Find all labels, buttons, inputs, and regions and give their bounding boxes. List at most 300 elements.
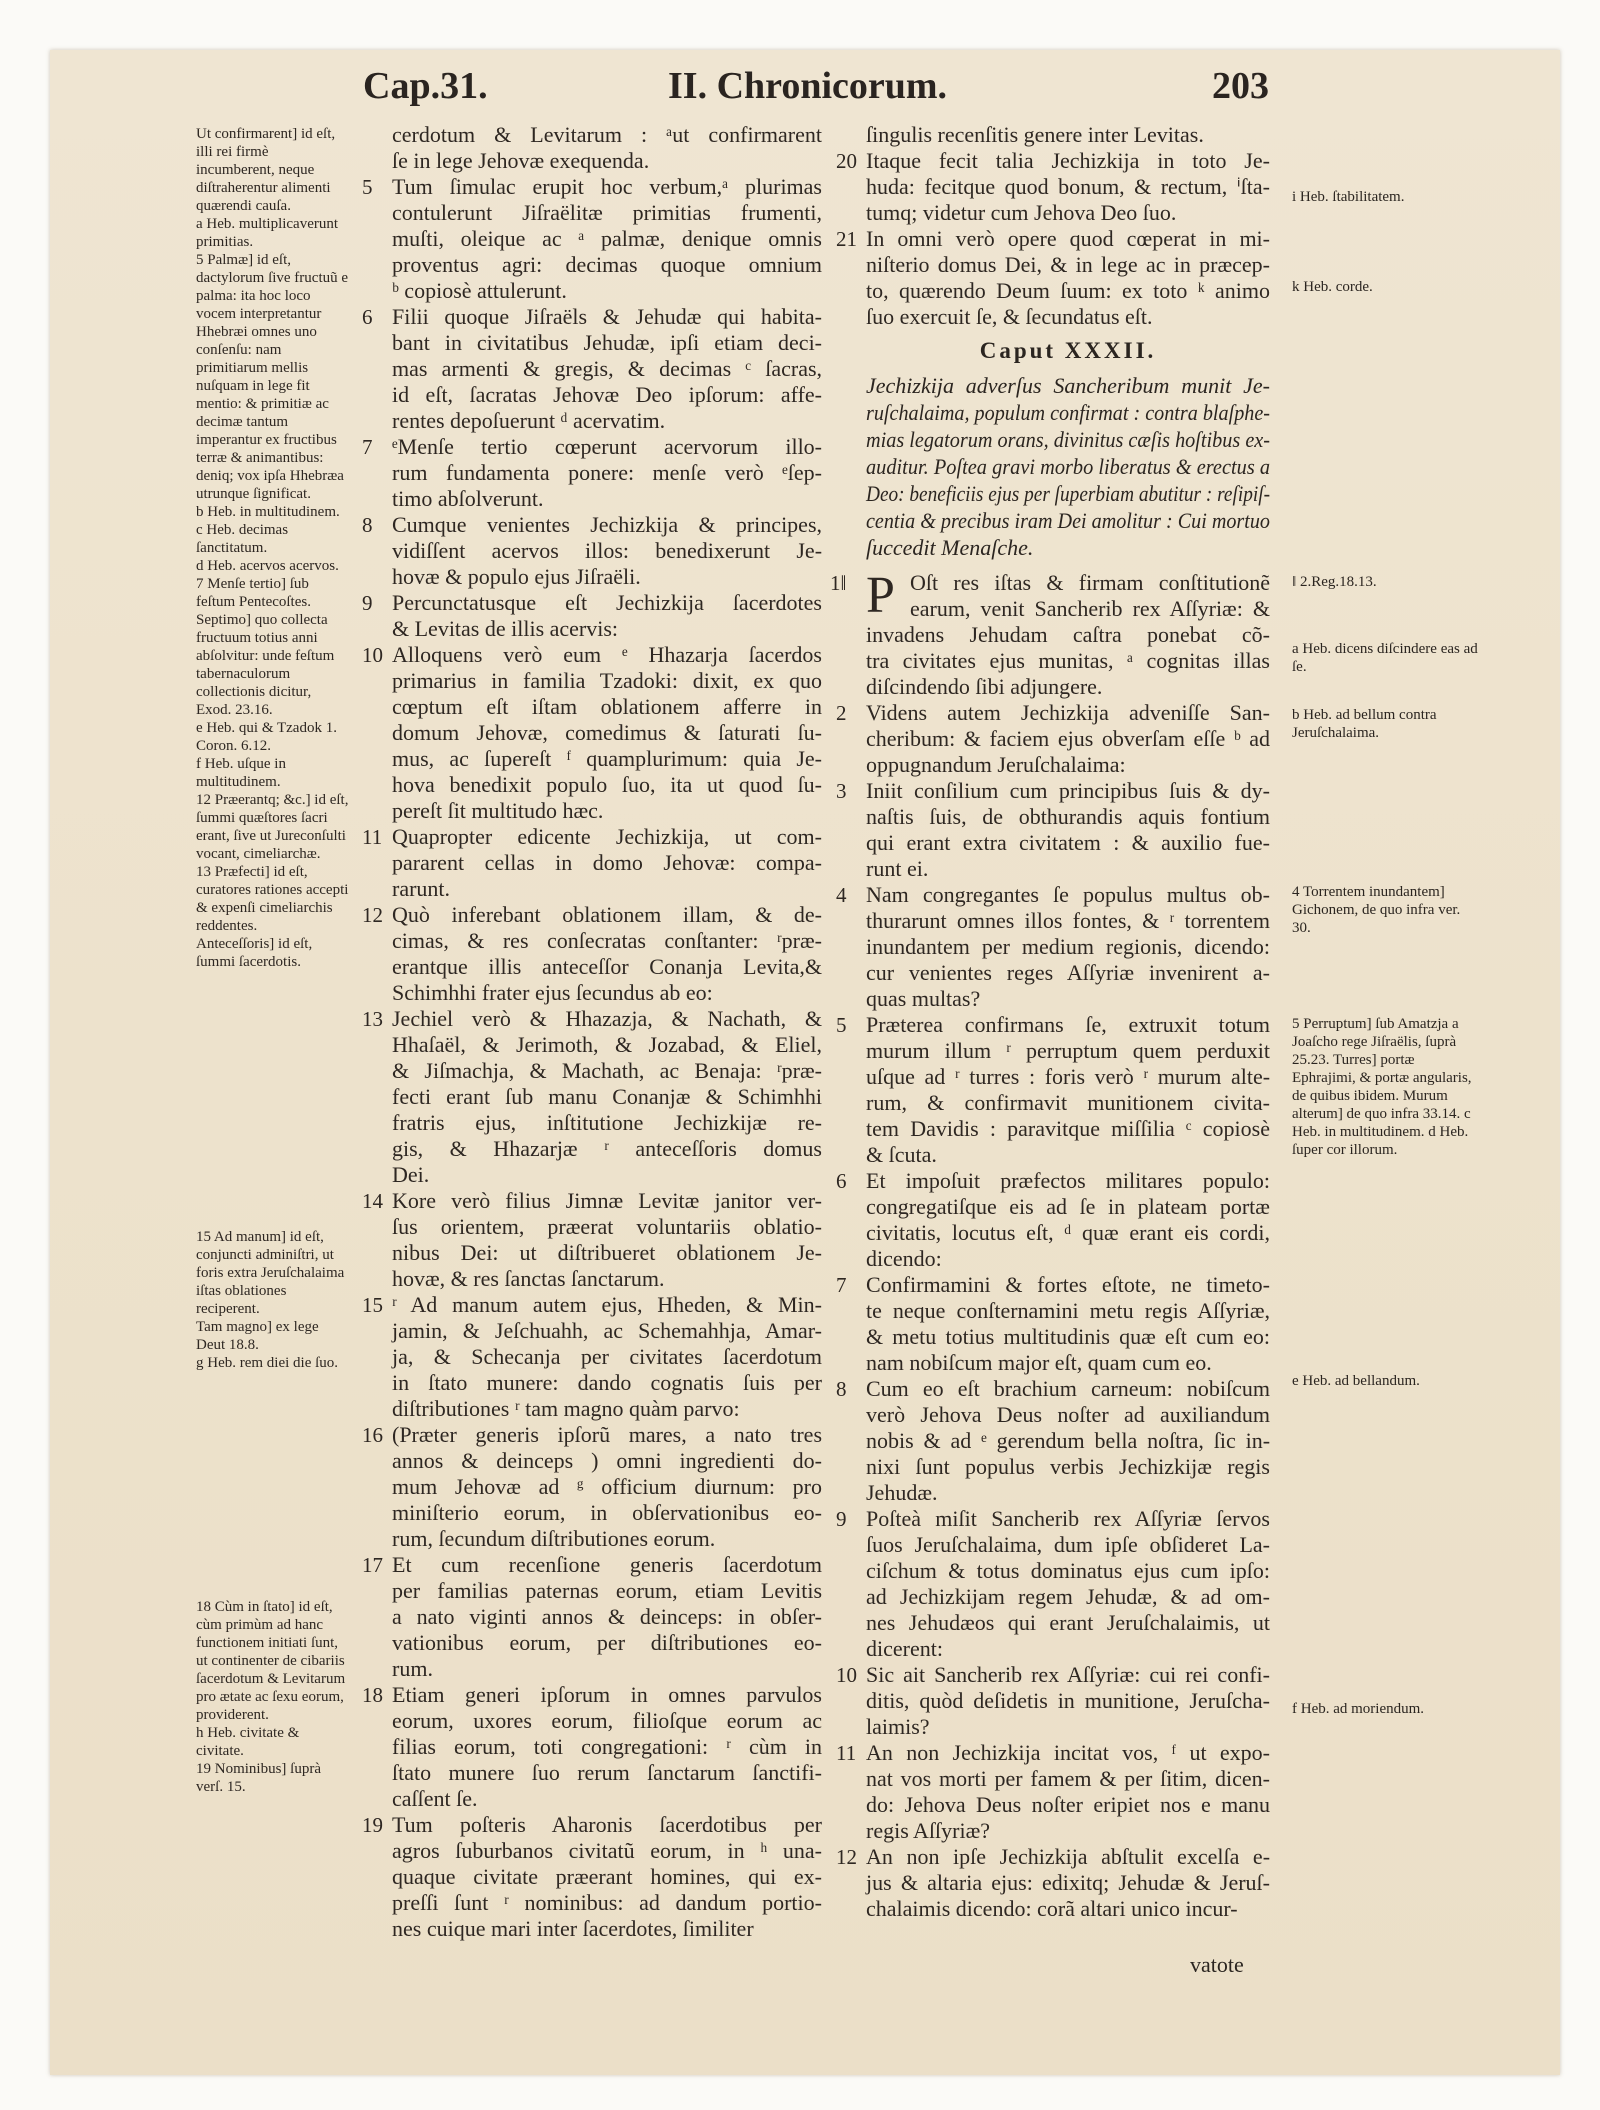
line-text: rentes depoſuerunt ᵈ acervatim. bbox=[392, 408, 666, 433]
summary-line-text: auditur. Poſtea gravi morbo liberatus & erectus a bbox=[866, 454, 1271, 479]
line-text: nam nobiſcum major eſt, quam cum eo. bbox=[866, 1350, 1212, 1375]
line-text: Iniit conſilium cum principibus ſuis & dy- bbox=[866, 778, 1271, 803]
line-text: laimis? bbox=[866, 1714, 930, 1739]
verse-number: 17 bbox=[362, 1553, 383, 1577]
text-line bbox=[866, 1896, 1270, 1922]
line-text: ſuo exercuit ſe, & ſecundatus eſt. bbox=[866, 304, 1153, 329]
text-line bbox=[836, 1272, 1270, 1298]
line-text: cheribum: & faciem ejus obverſam eſſe ᵇ ad bbox=[866, 726, 1270, 751]
text-line bbox=[362, 1422, 823, 1448]
text-line bbox=[362, 1682, 822, 1708]
summary-line bbox=[866, 426, 1270, 453]
line-text: ad Jechizkijam regem Jehudæ, & ad om- bbox=[866, 1584, 1270, 1609]
line-text: nes cuique mari inter ſacerdotes, ſimiliter bbox=[392, 1916, 754, 1941]
text-line bbox=[866, 1402, 1270, 1428]
text-line bbox=[392, 1708, 822, 1734]
text-line bbox=[392, 460, 822, 486]
line-text: cœptum eſt iſtam oblationem afferre in bbox=[392, 694, 822, 719]
line-text: mas armenti & gregis, & decimas ᶜ ſacras, bbox=[392, 356, 823, 381]
text-line bbox=[362, 434, 823, 460]
summary-line bbox=[866, 372, 1270, 399]
text-line bbox=[392, 850, 822, 876]
margin-note-right: a Heb. dicens diſcindere eas ad ſe. bbox=[1292, 641, 1478, 675]
text-line bbox=[392, 1578, 822, 1604]
text-line bbox=[392, 616, 822, 642]
text-line bbox=[836, 700, 1270, 726]
line-text: Sic ait Sancherib rex Aſſyriæ: cui rei confi- bbox=[866, 1662, 1270, 1687]
line-text: dicerent: bbox=[866, 1636, 943, 1661]
text-line bbox=[392, 1240, 822, 1266]
text-line bbox=[392, 1370, 822, 1396]
text-line bbox=[392, 1604, 822, 1630]
line-text: Dei. bbox=[392, 1162, 430, 1187]
line-text: a nato viginti annos & deinceps: in obſer- bbox=[392, 1604, 822, 1629]
line-text: diſtributiones ʳ tam magno quàm parvo: bbox=[392, 1396, 740, 1421]
text-line bbox=[392, 1058, 822, 1084]
line-text: Tum poſteris Aharonis ſacerdotibus per bbox=[392, 1812, 822, 1837]
text-line bbox=[362, 1188, 822, 1214]
line-text: jus & altaria ejus: edixitq; Jehudæ & Jeruſ- bbox=[866, 1870, 1270, 1895]
margin-note: Tam magno] ex lege Deut 18.8. bbox=[196, 1319, 319, 1353]
margin-notes-left-3 bbox=[196, 1598, 350, 1796]
verse-number: 11 bbox=[362, 825, 383, 849]
text-line bbox=[866, 1610, 1270, 1636]
line-text: congregatiſque eis ad ſe in plateam portæ bbox=[866, 1194, 1270, 1219]
line-text: preſſi ſunt ʳ nominibus: ad dandum portio- bbox=[392, 1890, 822, 1915]
line-text: civitatis, locutus eſt, ᵈ quæ erant eis cordi, bbox=[866, 1220, 1270, 1245]
line-text: proventus agri: decimas quoque omnium bbox=[392, 252, 822, 277]
verse-number: 7 bbox=[362, 435, 373, 459]
line-text: uſque ad ʳ turres : foris verò ʳ murum alte- bbox=[866, 1064, 1271, 1089]
text-line bbox=[836, 226, 1270, 252]
line-text: diſcindendo ſibi adjungere. bbox=[866, 674, 1103, 699]
line-text: Poſteà miſit Sancherib rex Aſſyriæ ſervos bbox=[866, 1506, 1270, 1531]
margin-note: c Heb. decimas ſanctitatum. bbox=[196, 522, 289, 556]
text-line bbox=[866, 1480, 1270, 1506]
text-line bbox=[392, 1864, 822, 1890]
summary-line-text: mias legatorum orans, divinitus cæſis hoſtibus ex- bbox=[866, 427, 1271, 452]
text-line bbox=[392, 252, 822, 278]
verse-number: 5 bbox=[362, 175, 373, 199]
margin-note: h Heb. civitate & civitate. bbox=[196, 1725, 300, 1759]
line-text: & Jiſmachja, & Machath, ac Benaja: ʳpræ- bbox=[392, 1058, 823, 1083]
line-text: rarunt. bbox=[392, 876, 451, 901]
line-text: Cum eo eſt brachium carneum: nobiſcum bbox=[866, 1376, 1270, 1401]
summary-line-text: Jechizkija adverſus Sancheribum munit Je- bbox=[866, 373, 1270, 398]
text-line bbox=[392, 980, 822, 1006]
line-text: ciſchum & totus dominatus ejus cum ipſo: bbox=[866, 1558, 1271, 1583]
text-line bbox=[392, 928, 822, 954]
verse-number: 15 bbox=[362, 1293, 383, 1317]
line-text: regis Aſſyriæ? bbox=[866, 1818, 991, 1843]
text-line bbox=[392, 798, 822, 824]
text-line bbox=[866, 596, 1270, 622]
line-text: rum, ſecundum diſtributiones eorum. bbox=[392, 1526, 716, 1551]
text-line bbox=[392, 1162, 822, 1188]
text-line bbox=[392, 772, 822, 798]
line-text: to, quærendo Deum ſuum: ex toto ᵏ animo bbox=[866, 278, 1270, 303]
text-line bbox=[392, 1734, 822, 1760]
line-text: Filii quoque Jiſraëls & Jehudæ qui habita- bbox=[392, 304, 822, 329]
text-line bbox=[836, 1844, 1271, 1870]
line-text: in ſtato munere: dando cognatis ſuis per bbox=[392, 1370, 822, 1395]
line-text: Confirmamini & fortes eſtote, ne timeto- bbox=[866, 1272, 1270, 1297]
line-text: primarius in familia Tzadoki: dixit, ex quo bbox=[392, 668, 822, 693]
line-text: ſuos Jeruſchalaima, dum ipſe obſideret La- bbox=[866, 1532, 1271, 1557]
text-line bbox=[392, 694, 822, 720]
text-line bbox=[362, 824, 822, 850]
verse-number: 5 bbox=[836, 1013, 847, 1037]
text-line bbox=[362, 1552, 823, 1578]
line-text: Alloquens verò eum ᵉ Hhazarja ſacerdos bbox=[392, 642, 822, 667]
text-line bbox=[392, 1136, 822, 1162]
line-text: (Præter generis ipſorũ mares, a nato tres bbox=[392, 1422, 823, 1447]
line-text: rum fundamenta ponere: menſe verò ᵉſep- bbox=[392, 460, 822, 485]
line-text: cimas, & res conſecratas conſtanter: ʳpræ- bbox=[392, 928, 822, 953]
text-line bbox=[392, 1526, 822, 1552]
verse-number: 19 bbox=[362, 1813, 383, 1837]
text-line bbox=[866, 622, 1270, 648]
line-text: thurarunt omnes illos fontes, & ʳ torrentem bbox=[866, 908, 1270, 933]
text-line bbox=[836, 1506, 1270, 1532]
text-line bbox=[362, 512, 823, 538]
text-line bbox=[866, 1038, 1270, 1064]
line-text: eorum, uxores eorum, filioſque eorum ac bbox=[392, 1708, 822, 1733]
text-line bbox=[392, 278, 822, 304]
text-line bbox=[836, 1662, 1270, 1688]
line-text: pereſt ſit multitudo hæc. bbox=[392, 798, 604, 823]
text-line bbox=[362, 1812, 822, 1838]
line-text: Tum ſimulac erupit hoc verbum,ᵃ plurimas bbox=[392, 174, 822, 199]
main-column-left bbox=[362, 122, 823, 1942]
text-line bbox=[392, 1916, 822, 1942]
margin-note-right: 4 Torrentem inundantem] Gichonem, de quo infra ver. 30. bbox=[1292, 884, 1461, 936]
margin-note: 7 Menſe tertio] ſub feſtum Pentecoſtes. Septimo] quo collecta fructuum totius anni abſolvitur: unde feſtum tabernaculorum collectionis dicitur, Exod. 23.16. bbox=[196, 576, 335, 718]
text-line bbox=[392, 1110, 822, 1136]
verse-number: 1‖ bbox=[830, 571, 847, 595]
line-text: fratris ejus, inſtitutione Jechizkijæ re- bbox=[392, 1110, 822, 1135]
text-line bbox=[866, 648, 1270, 674]
running-head-chapter: Cap.31. bbox=[363, 65, 488, 107]
text-line bbox=[866, 960, 1270, 986]
text-line bbox=[866, 1558, 1270, 1584]
verse-number: 10 bbox=[362, 643, 383, 667]
text-line bbox=[392, 382, 822, 408]
line-text: nibus Dei: ut diſtribueret oblationem Je- bbox=[392, 1240, 822, 1265]
line-text: invadens Jehudam caſtra ponebat cõ- bbox=[866, 622, 1270, 647]
summary-line bbox=[866, 453, 1270, 480]
margin-note: 5 Palmæ] id eſt, dactylorum ſive fructuũ e palma: ita hoc loco vocem interpretantur Hhebræi omnes uno conſenſu: nam primitiarum mellis nuſquam in lege fit mentio: & primitiæ ac decimæ tantum imperantur ex fructibus terræ & animantibus: deniq; vox ipſa Hhebræa utrunque ſignificat. bbox=[196, 252, 349, 502]
line-text: filias eorum, toti congregationi: ʳ cùm in bbox=[392, 1734, 822, 1759]
verse-number: 9 bbox=[362, 591, 373, 615]
main-column-right-bottom bbox=[830, 567, 1271, 1922]
line-text: ʳ Ad manum autem ejus, Hheden, & Min- bbox=[392, 1292, 822, 1317]
verse-number: 8 bbox=[836, 1377, 847, 1401]
line-text: Itaque fecit talia Jechizkija in toto Je- bbox=[866, 148, 1270, 173]
text-line bbox=[392, 1396, 822, 1422]
margin-note: Anteceſſoris] id eſt, ſummi ſacerdotis. bbox=[196, 936, 313, 970]
line-text: jamin, & Jeſchuahh, ac Schemahhja, Amar- bbox=[392, 1318, 822, 1343]
verse-number: 16 bbox=[362, 1423, 383, 1447]
summary-line bbox=[866, 480, 1270, 507]
text-line bbox=[866, 1792, 1270, 1818]
verse-number: 20 bbox=[836, 149, 857, 173]
text-line bbox=[866, 986, 1270, 1012]
text-line bbox=[362, 590, 822, 616]
line-text: niſterio domus Dei, & in lege ac in præcep- bbox=[866, 252, 1271, 277]
line-text: te neque conſternamini metu regis Aſſyriæ, bbox=[866, 1298, 1271, 1323]
text-line bbox=[362, 1006, 823, 1032]
text-line bbox=[866, 278, 1270, 304]
line-text: rum. bbox=[392, 1656, 433, 1681]
text-line bbox=[392, 538, 822, 564]
line-text: ſe in lege Jehovæ exequenda. bbox=[392, 148, 650, 173]
chapter-heading: Caput XXXII. bbox=[979, 338, 1157, 363]
margin-note-right: i Heb. ſtabilitatem. bbox=[1292, 189, 1405, 205]
text-line bbox=[866, 1766, 1270, 1792]
line-text: In omni verò opere quod cœperat in mi- bbox=[866, 226, 1270, 251]
line-text: naſtis ſuis, de obthurandis aquis fontium bbox=[866, 804, 1270, 829]
text-line bbox=[866, 200, 1270, 226]
text-line bbox=[866, 1818, 1270, 1844]
line-text: miniſterio eorum, in obſervationibus eo- bbox=[392, 1500, 822, 1525]
text-line bbox=[866, 1194, 1270, 1220]
line-text: hova benedixit populo ſuo, ita ut quod ſu- bbox=[392, 772, 823, 797]
text-line bbox=[866, 1298, 1270, 1324]
line-text: chalaimis dicendo: corã altari unico incur- bbox=[866, 1896, 1238, 1921]
margin-note-right: ‖ 2.Reg.18.13. bbox=[1292, 574, 1377, 590]
text-line bbox=[392, 486, 822, 512]
verse-number: 6 bbox=[836, 1169, 847, 1193]
text-line bbox=[866, 1064, 1270, 1090]
line-text: An non Jechizkija incitat vos, ᶠ ut expo- bbox=[866, 1740, 1270, 1765]
margin-note-right: f Heb. ad moriendum. bbox=[1292, 1701, 1425, 1717]
line-text: rum, & confirmavit munitionem civita- bbox=[866, 1090, 1271, 1115]
text-line bbox=[392, 1656, 822, 1682]
line-text: quaque civitate præerant homines, qui ex- bbox=[392, 1864, 822, 1889]
summary-line-text: Deo: beneficiis ejus per ſuperbiam abutitur : reſipiſ- bbox=[866, 481, 1270, 506]
line-text: muſti, oleique ac ᵃ palmæ, denique omnis bbox=[392, 226, 822, 251]
verse-number: 2 bbox=[836, 701, 847, 725]
summary-line-text: centia & precibus iram Dei amolitur : Cui mortuo bbox=[866, 508, 1270, 533]
margin-note: e Heb. qui & Tzadok 1. Coron. 6.12. bbox=[196, 720, 337, 754]
text-line bbox=[392, 746, 822, 772]
text-line bbox=[392, 1214, 822, 1240]
margin-note-right: b Heb. ad bellum contra Jeruſchalaima. bbox=[1292, 707, 1437, 741]
line-text: Hhaſaël, & Jerimoth, & Jozabad, & Eliel, bbox=[392, 1032, 823, 1057]
text-line bbox=[392, 1838, 822, 1864]
line-text: nat vos morti per famem & per ſitim, dicen- bbox=[866, 1766, 1270, 1791]
line-text: ᵇ copiosè attulerunt. bbox=[392, 278, 567, 303]
margin-note: 19 Nominibus] ſuprà verſ. 15. bbox=[196, 1761, 321, 1795]
text-line bbox=[362, 902, 823, 928]
line-text: & Levitas de illis acervis: bbox=[392, 616, 619, 641]
text-line bbox=[866, 1714, 1270, 1740]
margin-note: 18 Cùm in ſtato] id eſt, cùm primùm ad hanc functionem initiati ſunt, ut continenter de cibariis ſacerdotum & Levitarum pro ætate ac ſexu eorum, providerent. bbox=[196, 1599, 346, 1723]
text-line bbox=[392, 408, 822, 434]
line-text: cur venientes reges Aſſyriæ invenirent a- bbox=[866, 960, 1270, 985]
text-line bbox=[392, 122, 822, 148]
line-text: vidiſſent acervos illos: benedixerunt Je- bbox=[392, 538, 823, 563]
text-line bbox=[866, 674, 1270, 700]
line-text: Quapropter edicente Jechizkija, ut com- bbox=[392, 824, 822, 849]
text-line bbox=[362, 174, 822, 200]
verse-number: 7 bbox=[836, 1273, 847, 1297]
text-line bbox=[392, 356, 822, 382]
verse-number: 11 bbox=[836, 1741, 857, 1765]
verse-number: 12 bbox=[362, 903, 383, 927]
line-text: Et cum recenſione generis ſacerdotum bbox=[392, 1552, 823, 1577]
margin-note: 13 Præfecti] id eſt, curatores rationes accepti & expenſi cimeliarchis reddentes. bbox=[196, 864, 349, 934]
margin-note: d Heb. acervos acervos. bbox=[196, 558, 339, 574]
verse-number: 13 bbox=[362, 1007, 383, 1031]
text-line bbox=[362, 1292, 822, 1318]
text-line bbox=[836, 1168, 1271, 1194]
line-text: agros ſuburbanos civitatũ eorum, in ʰ una- bbox=[392, 1838, 822, 1863]
margin-note: 12 Præerantq; &c.] id eſt, ſummi quæſtores ſacri erant, ſive ut Jureconſulti vocant, cimeliarchæ. bbox=[196, 792, 349, 862]
line-text: pararent cellas in domo Jehovæ: compa- bbox=[392, 850, 822, 875]
text-line bbox=[392, 1266, 822, 1292]
margin-note: Ut confirmarent] id eſt, illi rei firmè incumberent, neque diſtraherentur alimenti quærendi cauſa. bbox=[196, 126, 336, 214]
line-text: Oſt res iſtas & firmam conſtitutionẽ bbox=[910, 570, 1270, 595]
page-number: 203 bbox=[1212, 65, 1269, 107]
text-line bbox=[392, 668, 822, 694]
line-text: tem Davidis : paravitque miſſilia ᶜ copiosè bbox=[866, 1116, 1270, 1141]
line-text: tra civitates ejus munitas, ᵃ cognitas illas bbox=[866, 648, 1270, 673]
verse-number: 8 bbox=[362, 513, 373, 537]
line-text: verò Jehova Deus noſter ad auxiliandum bbox=[866, 1402, 1271, 1427]
line-text: ſus orientem, præerat voluntariis oblatio- bbox=[392, 1214, 822, 1239]
summary-line-text: ſuccedit Menaſche. bbox=[866, 535, 1034, 560]
text-line bbox=[866, 174, 1270, 200]
text-line bbox=[866, 804, 1270, 830]
line-text: Et impoſuit præfectos militares populo: bbox=[866, 1168, 1271, 1193]
drop-cap: P bbox=[866, 567, 895, 624]
line-text: domum Jehovæ, comedimus & ſaturati ſu- bbox=[392, 720, 823, 745]
text-line bbox=[866, 1532, 1270, 1558]
text-line bbox=[392, 1890, 822, 1916]
text-line bbox=[866, 856, 1270, 882]
margin-note-right: 5 Perruptum] ſub Amatzja a Joaſcho rege Jiſraëlis, ſuprà 25.23. Turres] portæ Ephrajimi, & portæ angularis, de quibus ibidem. Murum alterum] de quo infra 33.14. c Heb. in multitudinem. d Heb. ſuper cor illorum. bbox=[1292, 1016, 1472, 1158]
text-line bbox=[836, 778, 1271, 804]
line-text: Nam congregantes ſe populus multus ob- bbox=[866, 882, 1270, 907]
line-text: Jehudæ. bbox=[866, 1480, 938, 1505]
line-text: hovæ & populo ejus Jiſraëli. bbox=[392, 564, 641, 589]
line-text: nixi ſunt populus verbis Jechizkijæ regis bbox=[866, 1454, 1270, 1479]
text-line bbox=[392, 876, 822, 902]
text-line bbox=[392, 1786, 822, 1812]
summary-line bbox=[866, 534, 1270, 561]
text-line bbox=[866, 1246, 1270, 1272]
line-text: per familias paternas eorum, etiam Levitis bbox=[392, 1578, 823, 1603]
line-text: oppugnandum Jeruſchalaima: bbox=[866, 752, 1126, 777]
text-line bbox=[362, 304, 822, 330]
text-line bbox=[392, 148, 822, 174]
margin-note: f Heb. uſque in multitudinem. bbox=[196, 756, 286, 790]
text-line bbox=[866, 1220, 1270, 1246]
text-line bbox=[866, 908, 1270, 934]
verse-number: 21 bbox=[836, 227, 857, 251]
text-line bbox=[392, 226, 822, 252]
text-line bbox=[866, 726, 1270, 752]
line-text: Præterea confirmans ſe, extruxit totum bbox=[866, 1012, 1270, 1037]
line-text: murum illum ʳ perruptum quem perduxit bbox=[866, 1038, 1270, 1063]
line-text: nobis & ad ᵉ gerendum bella noſtra, ſic in- bbox=[866, 1428, 1271, 1453]
margin-note-right: k Heb. corde. bbox=[1292, 279, 1373, 295]
verse-number: 6 bbox=[362, 305, 373, 329]
text-line bbox=[392, 1318, 822, 1344]
text-line bbox=[392, 1760, 822, 1786]
line-text: qui erant extra civitatem : & auxilio fue- bbox=[866, 830, 1270, 855]
summary-line-text: ruſchalaima, populum confirmat : contra blaſphe- bbox=[866, 400, 1270, 425]
line-text: tumq; videtur cum Jehova Deo ſuo. bbox=[866, 200, 1177, 225]
verse-number: 18 bbox=[362, 1683, 383, 1707]
line-text: mum Jehovæ ad ᵍ officium diurnum: pro bbox=[392, 1474, 822, 1499]
line-text: vationibus eorum, per diſtributiones eo- bbox=[392, 1630, 822, 1655]
line-text: Videns autem Jechizkija adveniſſe San- bbox=[866, 700, 1270, 725]
line-text: gis, & Hhazarjæ ʳ anteceſſoris domus bbox=[392, 1136, 822, 1161]
verse-number: 10 bbox=[836, 1663, 857, 1687]
text-line bbox=[392, 200, 822, 226]
text-line bbox=[866, 1142, 1270, 1168]
text-line bbox=[866, 1636, 1270, 1662]
text-line bbox=[392, 1084, 822, 1110]
line-text: runt ei. bbox=[866, 856, 929, 881]
text-line bbox=[392, 1032, 822, 1058]
text-line bbox=[866, 252, 1270, 278]
line-text: Jechiel verò & Hhazazja, & Nachath, & bbox=[392, 1006, 823, 1031]
text-line bbox=[866, 934, 1270, 960]
line-text: erantque illis anteceſſor Conanja Levita,& bbox=[392, 954, 822, 979]
text-line bbox=[866, 1688, 1270, 1714]
text-line bbox=[866, 1428, 1270, 1454]
line-text: id eſt, ſacratas Jehovæ Deo ipſorum: affe- bbox=[392, 382, 823, 407]
verse-number: 3 bbox=[836, 779, 847, 803]
verse-number: 4 bbox=[836, 883, 847, 907]
text-line bbox=[392, 720, 822, 746]
text-line bbox=[392, 1630, 822, 1656]
line-text: quas multas? bbox=[866, 986, 981, 1011]
text-line bbox=[392, 1448, 822, 1474]
line-text: huda: fecitque quod bonum, & rectum, ⁱſta- bbox=[866, 174, 1270, 199]
text-line bbox=[392, 954, 822, 980]
line-text: & metu totius multitudinis quæ eſt cum eo: bbox=[866, 1324, 1271, 1349]
verse-number: 12 bbox=[836, 1845, 857, 1869]
main-column-right-top bbox=[836, 122, 1271, 330]
text-line bbox=[866, 830, 1270, 856]
line-text: ᵉMenſe tertio cœperunt acervorum illo- bbox=[392, 434, 823, 459]
text-line bbox=[836, 1012, 1270, 1038]
text-line bbox=[866, 752, 1270, 778]
verse-number: 14 bbox=[362, 1189, 383, 1213]
line-text: ja, & Schecanja per civitates ſacerdotum bbox=[392, 1344, 823, 1369]
text-line bbox=[866, 1090, 1270, 1116]
text-line bbox=[866, 1454, 1270, 1480]
text-line bbox=[836, 1376, 1270, 1402]
text-line bbox=[392, 1344, 822, 1370]
verse-number: 9 bbox=[836, 1507, 847, 1531]
line-text: timo abſolverunt. bbox=[392, 486, 544, 511]
text-line bbox=[866, 304, 1270, 330]
line-text: Kore verò filius Jimnæ Levitæ janitor ver- bbox=[392, 1188, 822, 1213]
line-text: ſingulis recenſitis genere inter Levitas. bbox=[866, 122, 1204, 147]
margin-note: b Heb. in multitudinem. bbox=[196, 504, 340, 520]
text-line bbox=[392, 1474, 822, 1500]
margin-notes-left-2 bbox=[196, 1228, 350, 1372]
line-text: dicendo: bbox=[866, 1246, 942, 1271]
line-text: & ſcuta. bbox=[866, 1142, 937, 1167]
text-line bbox=[866, 1870, 1270, 1896]
